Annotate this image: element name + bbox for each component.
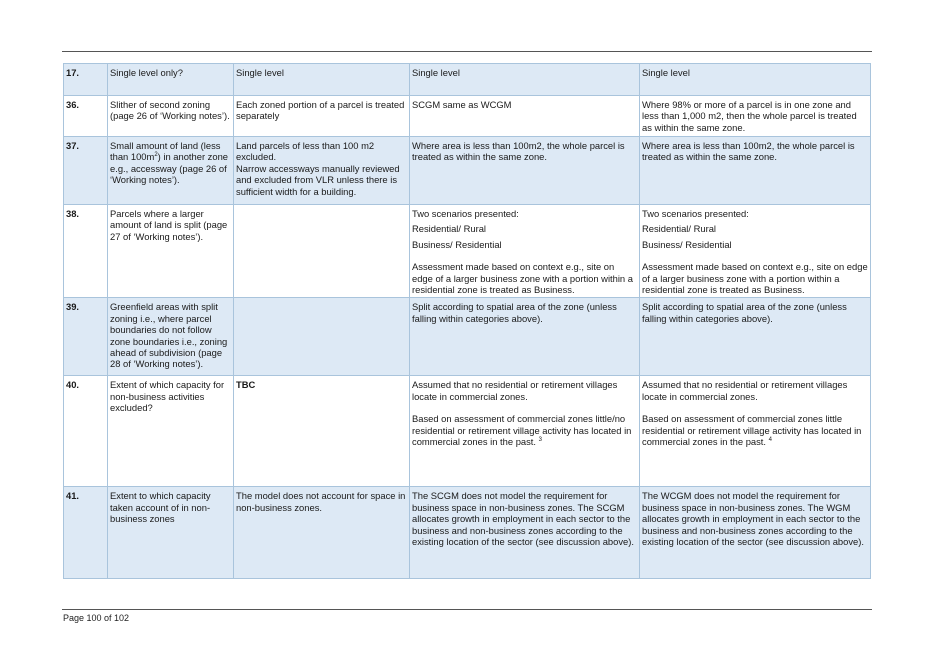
table-row — [64, 298, 871, 376]
cell-paragraph: Narrow accessways manually reviewed and excluded from VLR unless there is sufficient width for a building. — [236, 162, 400, 197]
cell-paragraph: Residential/ Rural — [642, 223, 716, 235]
cell-col3 — [234, 298, 410, 376]
cell-paragraph: Business/ Residential — [642, 238, 732, 250]
table-row — [64, 64, 871, 96]
cell-paragraph — [412, 413, 637, 447]
row-number: 38. — [64, 205, 108, 298]
row-topic: Parcels where a larger amount of land is split (page 27 of ‘Working notes’). — [108, 205, 234, 298]
cell-scgm: Where area is less than 100m2, the whole parcel is treated as within the same zone. — [410, 137, 640, 205]
table-row — [64, 137, 871, 205]
row-number: 39. — [64, 298, 108, 376]
row-topic: Extent of which capacity for non-business activities excluded? — [108, 376, 234, 487]
row-topic — [108, 137, 234, 205]
cell-scgm: Single level — [410, 64, 640, 96]
cell-wcgm: Where 98% or more of a parcel is in one zone and less than 1,000 m2, then the whole parcel is treated as within the same zone. — [640, 96, 871, 137]
cell-col3: TBC — [234, 376, 410, 487]
table-row — [64, 376, 871, 487]
cell-paragraph: Land parcels of less than 100 m2 excluded. — [236, 140, 375, 163]
cell-wcgm — [640, 376, 871, 487]
row-topic: Greenfield areas with split zoning i.e., where parcel boundaries do not follow zone boundaries i.e., zoning ahead of subdivision (page 28 of ‘Working notes’). — [108, 298, 234, 376]
cell-paragraph: Assessment made based on context e.g., site on edge of a larger business zone with a portion within a residential zone is treated as Business. — [642, 261, 868, 296]
row-number: 17. — [64, 64, 108, 96]
cell-paragraph: Two scenarios presented: — [642, 208, 749, 219]
row-number: 37. — [64, 137, 108, 205]
superscript: 2 — [154, 152, 158, 159]
cell-col3 — [234, 205, 410, 298]
table-row — [64, 487, 871, 579]
cell-paragraph: Assumed that no residential or retirement villages locate in commercial zones. — [642, 379, 848, 402]
cell-paragraph: Assumed that no residential or retirement villages locate in commercial zones. — [412, 379, 618, 402]
cell-paragraph: Business/ Residential — [412, 238, 502, 250]
footer-rule — [62, 609, 872, 610]
cell-col3: Each zoned portion of a parcel is treated separately — [234, 96, 410, 137]
topic-text: ) in another zone e.g., accessway (page 26 of ‘Working notes’). — [110, 151, 229, 186]
cell-scgm: The SCGM does not model the requirement for business space in non-business zones. The SCGM allocates growth in employment in each sector to the business and non-business zones according to the existing location of the sector (see discussion above). — [410, 487, 640, 579]
table-row — [64, 205, 871, 298]
comparison-table — [63, 63, 871, 579]
cell-scgm — [410, 376, 640, 487]
cell-paragraph: Two scenarios presented: — [412, 208, 519, 219]
row-number: 36. — [64, 96, 108, 137]
topic-text: Small amount of land (less than 100m — [110, 140, 221, 163]
header-rule — [62, 51, 872, 52]
cell-wcgm: Split according to spatial area of the zone (unless falling within categories above). — [640, 298, 871, 376]
cell-wcgm: Where area is less than 100m2, the whole parcel is treated as within the same zone. — [640, 137, 871, 205]
cell-paragraph — [642, 413, 868, 447]
row-number: 41. — [64, 487, 108, 579]
row-topic: Slither of second zoning (page 26 of ‘Working notes’). — [108, 96, 234, 137]
cell-col3: The model does not account for space in non-business zones. — [234, 487, 410, 579]
row-number: 40. — [64, 376, 108, 487]
cell-wcgm — [640, 205, 871, 298]
cell-paragraph: Residential/ Rural — [412, 223, 486, 235]
cell-scgm: Split according to spatial area of the zone (unless falling within categories above). — [410, 298, 640, 376]
table-row — [64, 96, 871, 137]
row-topic: Single level only? — [108, 64, 234, 96]
cell-paragraph: Assessment made based on context e.g., site on edge of a larger business zone with a portion within a residential zone is treated as Business. — [412, 261, 633, 296]
row-topic: Extent to which capacity taken account of in non-business zones — [108, 487, 234, 579]
footnote-ref: 4 — [768, 436, 772, 443]
cell-text: Based on assessment of commercial zones little residential or retirement village activity has located in commercial zones in the past. — [642, 413, 862, 448]
page-number: Page 100 of 102 — [63, 613, 130, 623]
cell-scgm: SCGM same as WCGM — [410, 96, 640, 137]
footnote-ref: 3 — [538, 436, 542, 443]
cell-col3 — [234, 137, 410, 205]
cell-wcgm: The WCGM does not model the requirement for business space in non-business zones. The WGM allocates growth in employment in each sector to the business and non-business zones according to the existing location of the sector (see discussion above). — [640, 487, 871, 579]
cell-wcgm: Single level — [640, 64, 871, 96]
cell-col3: Single level — [234, 64, 410, 96]
cell-scgm — [410, 205, 640, 298]
cell-text: Based on assessment of commercial zones little/no residential or retirement village activity has located in commercial zones in the past. — [412, 413, 632, 448]
